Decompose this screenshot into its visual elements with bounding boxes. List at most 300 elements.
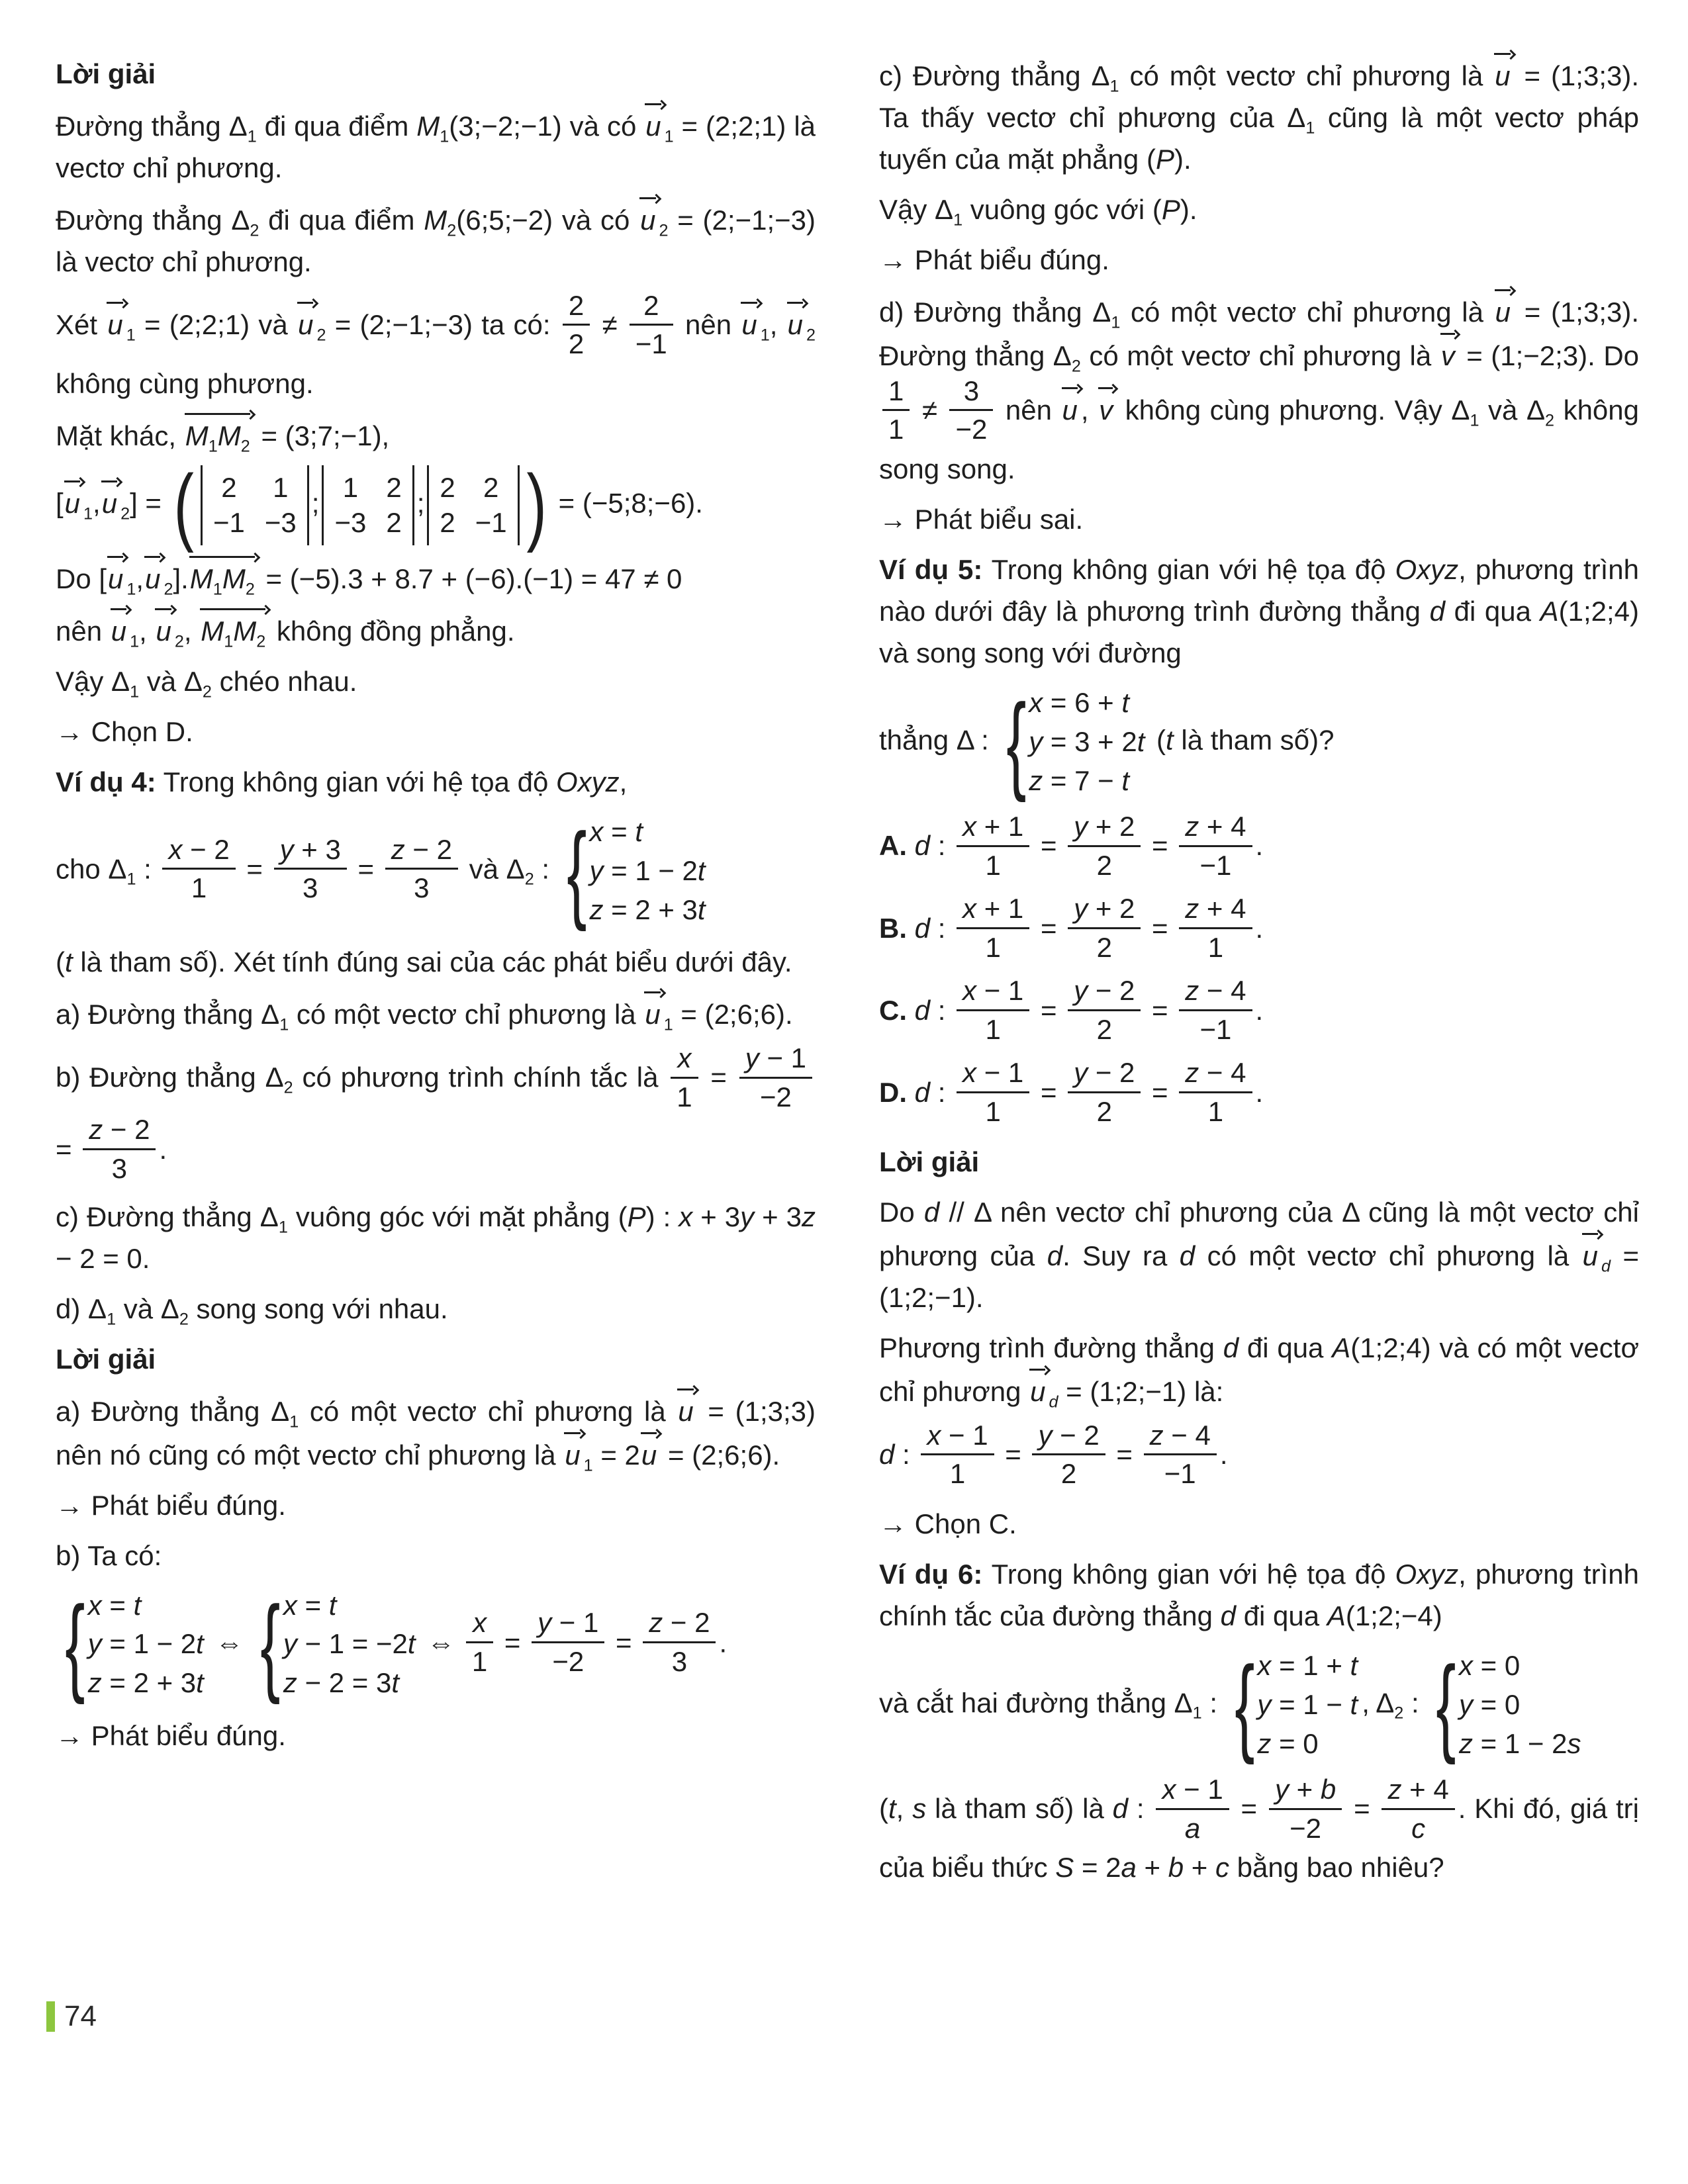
text: =: [701, 1062, 736, 1093]
big-paren: ): [526, 457, 547, 554]
fraction-denominator: [1382, 1810, 1454, 1845]
math-var: z: [87, 1667, 102, 1699]
math-var: d: [879, 1439, 895, 1470]
math-var: b: [1168, 1852, 1184, 1884]
text: c) Đường thẳng Δ: [56, 1201, 279, 1232]
subscript: 2: [283, 1079, 293, 1098]
text: Đường thẳng Δ: [56, 205, 250, 236]
math-var: u: [111, 615, 127, 647]
fraction-denominator: −1: [1199, 849, 1232, 881]
text: :: [930, 830, 954, 862]
math-var: x: [283, 1589, 297, 1621]
math-var: t: [1350, 1649, 1358, 1681]
system-rows: [1459, 1647, 1581, 1763]
system-row: z = 2 + 3t: [589, 893, 706, 925]
fraction-denominator: 2: [1096, 849, 1112, 881]
vector: [643, 991, 673, 1035]
fraction-numerator: y − 1: [739, 1042, 812, 1079]
text: có một vectơ chỉ phương là: [1080, 340, 1440, 371]
subscript: 1: [278, 1218, 288, 1237]
vector-arrow-icon: [1098, 387, 1116, 431]
vector: [1061, 387, 1081, 431]
subscript: 2: [524, 870, 534, 889]
math-var: z: [589, 893, 604, 925]
vector-arrow-icon: [144, 556, 164, 600]
math-var: y: [1074, 1057, 1088, 1089]
fraction-numerator: z − 4: [1144, 1419, 1217, 1456]
math-var: u: [565, 1439, 581, 1471]
text: .: [719, 1626, 727, 1658]
vector: [644, 103, 673, 147]
text: :: [534, 853, 557, 885]
fraction-numerator: z + 4: [1179, 810, 1252, 847]
math-var: M: [217, 420, 241, 452]
text: =: [1033, 1076, 1065, 1108]
subscript: 1: [107, 1310, 117, 1329]
math-var: t: [1121, 764, 1129, 796]
text: là tham số) là: [926, 1793, 1113, 1825]
text: :: [930, 994, 954, 1026]
text: thẳng Δ :: [879, 724, 997, 756]
fraction: [563, 289, 590, 361]
text: đi qua: [1445, 596, 1540, 627]
text: b) Ta có:: [56, 1539, 162, 1571]
text: ,: [93, 487, 101, 519]
vector-arrow-icon: [677, 1388, 696, 1432]
fraction: [1382, 1773, 1454, 1844]
text: Do: [879, 1196, 924, 1228]
text: không cùng phương.: [56, 368, 314, 400]
fraction-denominator: [1156, 1810, 1229, 1845]
system-row: z = 2 + 3t: [87, 1667, 204, 1699]
bold-label: A.: [879, 830, 915, 862]
math-var: c: [1411, 1812, 1426, 1844]
vector: [563, 1432, 592, 1476]
math-var: A: [1540, 596, 1559, 627]
math-inline: x + 3y + 3z − 2 = 0: [56, 1201, 816, 1274]
text: .: [1255, 830, 1264, 862]
vector-arrow-icon: [154, 608, 174, 652]
text: có một vectơ chỉ phương là: [299, 1395, 677, 1427]
text: chéo nhau.: [211, 666, 357, 698]
math-var: x: [962, 811, 977, 842]
determinant: [201, 465, 309, 545]
paragraph: [56, 1044, 816, 1187]
subscript: 2: [179, 1310, 189, 1329]
text: = (1;3;3). Ta thấy vectơ chỉ phương của Δ: [879, 60, 1640, 133]
math-var: P: [1161, 194, 1180, 225]
text: (1;2;4) và có một vectơ chỉ phương: [879, 1332, 1639, 1407]
fraction: [957, 974, 1029, 1046]
equation-system: [57, 1584, 204, 1706]
paragraph: [56, 197, 816, 283]
text: =: [1033, 912, 1065, 944]
equation-line: [879, 1421, 1639, 1492]
text: , phương trình nào dưới đây là phương trình đường thẳng: [879, 554, 1639, 627]
text: có một vectơ chỉ phương là: [1195, 1240, 1581, 1271]
text: ⇔: [419, 1626, 463, 1658]
system-row: z = 0: [1257, 1727, 1319, 1759]
math-var: M: [424, 205, 447, 236]
vector: [64, 480, 93, 524]
math-var: s: [1567, 1727, 1581, 1759]
vector-arrow-icon: [1581, 1233, 1601, 1277]
math-var: u: [64, 487, 81, 519]
subscript: 2: [1394, 1704, 1404, 1723]
math-var: A: [1332, 1332, 1351, 1363]
section-heading: Lời giải: [56, 1343, 156, 1375]
math-var: t: [196, 1628, 204, 1660]
math-var: x: [679, 1201, 693, 1232]
math-var: s: [912, 1793, 927, 1825]
math-var: y: [1074, 811, 1088, 842]
subscript: 1: [1109, 77, 1119, 96]
text: đi qua điểm: [259, 205, 424, 236]
left-brace-icon: {: [1436, 1644, 1456, 1766]
math-var: y: [589, 854, 604, 886]
text: :: [930, 912, 954, 944]
subscript: 2: [240, 437, 250, 456]
fraction-denominator: 1: [985, 849, 1001, 881]
fraction: [949, 375, 993, 446]
text: (: [56, 946, 65, 978]
text: = (1;3;3). Đường thẳng Δ: [879, 296, 1639, 371]
math-var: d: [1429, 596, 1445, 627]
paragraph: [56, 1535, 816, 1576]
paragraph: [879, 1503, 1639, 1545]
subscript: 1: [1192, 1704, 1202, 1723]
subscript: 1: [247, 127, 257, 146]
bold-label: Ví dụ 4:: [56, 766, 156, 798]
fraction: [466, 1606, 493, 1678]
subscript: 1: [130, 682, 140, 702]
vector: [110, 608, 139, 652]
subscript: 1: [126, 326, 136, 345]
paragraph: [879, 1327, 1639, 1412]
text: =: [1144, 994, 1176, 1026]
subscript: 1: [126, 580, 136, 599]
vector: [639, 197, 668, 241]
fraction-numerator: y − 2: [1032, 1419, 1105, 1456]
math-var: y: [1074, 893, 1088, 925]
subscript: 2: [447, 221, 457, 240]
math-var: Oxyz: [1395, 554, 1459, 586]
text: = (1;2;−1) là:: [1058, 1375, 1224, 1407]
text: không song song.: [879, 394, 1640, 485]
math-var: t: [1121, 687, 1129, 719]
equation-line: [879, 682, 1639, 801]
fraction: [1068, 1056, 1141, 1128]
text: có một vectơ chỉ phương là: [289, 999, 644, 1030]
vector: [189, 556, 258, 600]
subscript: 2: [1545, 411, 1555, 430]
math-var: d: [923, 1196, 940, 1228]
text: ,: [896, 1793, 913, 1825]
fraction-denominator: 3: [303, 872, 318, 904]
math-var: x: [473, 1607, 487, 1639]
determinant-cell: −3: [334, 506, 367, 538]
text: ;: [311, 487, 320, 519]
fraction: [921, 1419, 994, 1490]
system-row: x = t: [87, 1589, 142, 1621]
fraction-denominator: 2: [1096, 1095, 1112, 1127]
subscript: 1: [1305, 118, 1315, 138]
fraction: [671, 1042, 698, 1113]
text: = (2;2;1) và: [135, 309, 297, 341]
math-var: x: [677, 1042, 692, 1074]
text: Trong không gian với hệ tọa độ: [156, 766, 556, 798]
fraction-numerator: z − 2: [83, 1113, 156, 1150]
determinant-cell: 1: [342, 472, 359, 504]
text: ,: [1080, 394, 1098, 426]
text: → Chọn D.: [56, 716, 193, 748]
fraction-denominator: 1: [985, 931, 1001, 963]
fraction-numerator: y + 2: [1068, 810, 1141, 847]
fraction: [1032, 1419, 1105, 1490]
fraction-denominator: −1: [1164, 1458, 1196, 1490]
math-var: d: [914, 912, 931, 944]
text: ,: [139, 615, 155, 647]
math-var: t: [697, 854, 706, 886]
text: Trong không gian với hệ tọa độ: [982, 1558, 1395, 1590]
section-heading: Lời giải: [879, 1146, 980, 1177]
equation-system: [1428, 1644, 1581, 1766]
math-var: t: [328, 1589, 337, 1621]
text: và Δ: [1479, 394, 1546, 426]
determinant: [427, 465, 519, 545]
math-var: Oxyz: [1395, 1558, 1459, 1590]
paragraph: [56, 291, 816, 404]
fraction-denominator: 2: [568, 328, 585, 360]
text: :: [894, 1439, 918, 1470]
math-var: M: [416, 111, 440, 142]
paragraph: [56, 1484, 816, 1526]
left-brace-icon: {: [65, 1584, 85, 1706]
fraction-numerator: 2: [563, 289, 590, 326]
math-var: u: [1030, 1375, 1046, 1407]
equation-system: [998, 681, 1145, 803]
text: .: [142, 1242, 150, 1274]
fraction: [1269, 1773, 1342, 1844]
text: không cùng phương. Vậy Δ: [1116, 394, 1470, 426]
subscript: 1: [664, 127, 674, 146]
math-var: y: [1459, 1688, 1474, 1720]
paragraph: [56, 1196, 816, 1279]
math-var: u: [107, 309, 123, 341]
text: , phương trình chính tắc của đường thẳng: [879, 1558, 1639, 1631]
math-var: z: [1149, 1419, 1164, 1451]
determinant-cell: 2: [440, 472, 455, 504]
text: ] =: [130, 487, 169, 519]
math-var: Oxyz: [555, 766, 620, 798]
math-var: t: [196, 1667, 204, 1699]
fraction-numerator: z + 4: [1179, 892, 1252, 929]
fraction-denominator: 2: [1096, 931, 1112, 963]
fraction: [1179, 1056, 1252, 1128]
math-var: d: [914, 994, 931, 1026]
text: vuông góc với mặt phẳng (: [287, 1201, 628, 1232]
text: và Δ: [461, 853, 525, 885]
math-var: z: [1185, 811, 1199, 842]
system-row: x = 0: [1459, 1649, 1521, 1681]
determinant-cell: 2: [221, 472, 237, 504]
text: (1;2;−4): [1345, 1600, 1442, 1631]
page-footer: [46, 2000, 97, 2033]
subscript: 1: [212, 580, 222, 599]
text: cho Δ: [56, 853, 127, 885]
equation-line: [879, 1645, 1639, 1764]
fraction-denominator: −2: [1289, 1812, 1322, 1844]
text: không đồng phẳng.: [269, 615, 515, 647]
math-var: M: [222, 563, 246, 595]
text: a) Đường thẳng Δ: [56, 999, 280, 1030]
math-var: y: [87, 1628, 102, 1660]
vector: [1098, 387, 1116, 431]
math-var: z: [802, 1201, 816, 1232]
math-var: x: [1162, 1773, 1176, 1805]
vector-arrow-icon: [644, 103, 664, 147]
text: =: [608, 1626, 640, 1658]
vector: [184, 413, 254, 457]
equation-line: [879, 812, 1639, 884]
system-row: z = 1 − 2s: [1459, 1727, 1581, 1759]
fraction: [1179, 974, 1252, 1046]
math-var: P: [1155, 144, 1174, 175]
left-brace-icon: {: [1235, 1644, 1255, 1766]
text: và Δ: [139, 666, 203, 698]
fraction-numerator: [671, 1042, 698, 1079]
text: :: [1128, 1793, 1153, 1825]
equation-system: [252, 1584, 416, 1706]
text: → Phát biểu đúng.: [879, 244, 1109, 275]
vector: [106, 302, 135, 345]
text: = (2;6;6).: [673, 999, 793, 1030]
bold-label: D.: [879, 1076, 915, 1108]
fraction-numerator: x + 1: [957, 892, 1029, 929]
text: = (3;7;−1),: [253, 420, 390, 452]
paragraph: [879, 53, 1639, 180]
fraction-denominator: −2: [552, 1646, 585, 1678]
fraction: [1179, 810, 1252, 882]
vector: [101, 480, 130, 524]
math-var: t: [635, 816, 643, 848]
text: .: [159, 1133, 167, 1165]
math-inline: S = 2a + b + c: [1055, 1852, 1229, 1884]
fraction-numerator: y + 2: [1068, 892, 1141, 929]
subscript: d: [1049, 1392, 1058, 1412]
fraction-denominator: 1: [985, 1095, 1001, 1127]
fraction-denominator: −1: [1199, 1013, 1232, 1045]
math-var: t: [888, 1793, 896, 1825]
paragraph: [56, 1288, 816, 1330]
fraction: [1156, 1773, 1229, 1844]
text: =: [350, 853, 382, 885]
subscript: 1: [1111, 313, 1121, 332]
math-var: t: [407, 1628, 416, 1660]
math-var: y: [279, 833, 294, 865]
fraction-numerator: x − 1: [957, 974, 1029, 1011]
math-var: v: [1099, 394, 1113, 426]
math-var: y: [538, 1607, 552, 1639]
text: song song với nhau.: [188, 1293, 448, 1324]
right-column: [879, 53, 1639, 1897]
text: và cắt hai đường thẳng Δ: [879, 1687, 1193, 1719]
text: (1;2;4) và song song với đường: [879, 596, 1639, 669]
text: ,: [183, 615, 200, 647]
fraction: [385, 833, 458, 905]
fraction-numerator: x + 1: [957, 810, 1029, 847]
determinant-cell: −1: [213, 506, 245, 538]
vector: [1493, 53, 1513, 97]
fraction-denominator: 2: [1060, 1458, 1077, 1490]
subscript: 1: [208, 437, 218, 456]
text: là tham số). Xét tính đúng sai của các phát biểu dưới đây.: [72, 946, 792, 978]
subscript: 2: [250, 221, 259, 240]
fraction-numerator: 1: [882, 375, 910, 412]
vector-arrow-icon: [786, 302, 806, 345]
text: [: [56, 487, 64, 519]
fraction-denominator: −1: [635, 328, 667, 360]
vector-arrow-icon: [101, 480, 120, 524]
system-rows: [88, 1586, 204, 1703]
math-var: z: [1029, 764, 1043, 796]
math-var: u: [145, 563, 161, 595]
text: :: [1403, 1687, 1427, 1719]
fraction-denominator: 1: [191, 872, 207, 904]
text: c) Đường thẳng Δ: [879, 60, 1110, 91]
fraction-numerator: 3: [949, 375, 993, 412]
math-var: x: [1459, 1649, 1474, 1681]
math-var: x: [927, 1419, 941, 1451]
math-var: M: [201, 615, 224, 647]
text: (: [1149, 724, 1166, 756]
paragraph: [879, 1553, 1639, 1637]
system-row: y = 1 − t: [1257, 1688, 1358, 1720]
page-number-accent-bar: [46, 2001, 55, 2032]
text: ;: [416, 487, 425, 519]
fraction-numerator: y + b: [1269, 1773, 1342, 1810]
determinant-cell: 2: [386, 472, 402, 504]
determinant-cell: 2: [386, 506, 402, 538]
paragraph: [56, 711, 816, 752]
left-brace-icon: {: [1006, 681, 1026, 803]
text: = (1;2;−1).: [879, 1240, 1639, 1313]
vector-arrow-icon: [640, 1432, 660, 1476]
text: ,: [619, 766, 628, 798]
fraction: [882, 375, 910, 446]
math-var: d: [914, 830, 931, 862]
left-column: [56, 53, 816, 1765]
math-var: x: [962, 1057, 977, 1089]
vector: [1581, 1233, 1611, 1277]
bold-label: C.: [879, 994, 915, 1026]
math-var: y: [740, 1201, 755, 1232]
text: =: [1144, 1076, 1176, 1108]
vector: [786, 302, 816, 345]
math-var: u: [1495, 60, 1511, 91]
determinant-cell: 2: [440, 506, 455, 538]
subscript: d: [1601, 1257, 1611, 1276]
math-var: u: [645, 999, 661, 1030]
math-var: P: [627, 1201, 646, 1232]
math-var: z: [649, 1607, 663, 1639]
text: Phương trình đường thẳng: [879, 1332, 1223, 1363]
math-var: u: [741, 309, 757, 341]
fraction-numerator: x − 1: [1156, 1773, 1229, 1810]
math-var: d: [1223, 1332, 1239, 1363]
text: đi qua: [1236, 1600, 1327, 1631]
bold-label: Ví dụ 5:: [879, 554, 983, 586]
